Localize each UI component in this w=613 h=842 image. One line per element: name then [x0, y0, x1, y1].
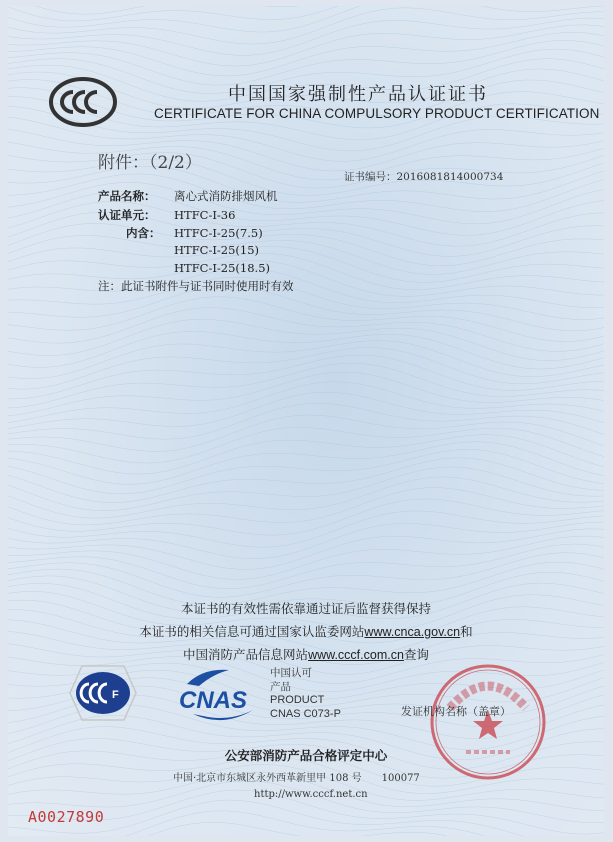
- product-name-row: [98, 188, 278, 204]
- product-name-label: 产品名称：: [98, 189, 156, 203]
- cccf-mark-icon: [62, 658, 144, 728]
- validity-text: 本证书的相关信息可通过国家认监委网站: [139, 624, 365, 639]
- cccf-link[interactable]: www.cccf.com.cn: [308, 648, 404, 662]
- svg-text:F: F: [112, 689, 119, 701]
- certificate-number: 证书编号：2016081814000734: [344, 171, 504, 183]
- validity-text: 查询: [403, 647, 429, 662]
- organization-address: 中国·北京市东城区永外西革新里甲 108 号 100077: [173, 773, 420, 784]
- contains-item: HTFC-I-25(7.5): [174, 226, 263, 240]
- unit-row: [98, 207, 235, 223]
- validity-text: 和: [460, 624, 473, 639]
- cnas-mark-icon: [173, 666, 269, 728]
- cnca-link[interactable]: www.cnca.gov.cn: [364, 625, 461, 639]
- cnas-line: 中国认可: [270, 667, 312, 679]
- validity-line-1: 本证书的有效性需依靠通过证后监督获得保持: [180, 601, 431, 616]
- cnas-line: 产品: [270, 680, 291, 693]
- product-name-value: 离心式消防排烟风机: [174, 189, 278, 203]
- cnas-line: PRODUCT: [270, 694, 325, 706]
- contains-label: 内含：: [126, 226, 161, 240]
- validity-line-2: [8, 622, 604, 640]
- unit-value: HTFC-I-36: [174, 208, 236, 222]
- certificate-title-en: CERTIFICATE FOR CHINA COMPULSORY PRODUCT CERTIFICATION: [154, 106, 600, 121]
- contains-item: HTFC-I-25(15): [174, 243, 260, 257]
- certificate-title-cn: 中国国家强制性产品认证证书: [228, 84, 488, 105]
- issuer-label: 发证机构名称（盖章）: [401, 705, 511, 718]
- validity-text: 中国消防产品信息网站: [183, 647, 309, 662]
- contains-item: HTFC-I-25(18.5): [174, 261, 271, 275]
- certificate-sheet: [8, 6, 604, 836]
- ccc-mark-icon: [48, 76, 118, 128]
- cnas-accreditation-text: [270, 667, 341, 721]
- serial-number: A0027890: [28, 808, 105, 826]
- organization-website[interactable]: http://www.cccf.net.cn: [254, 789, 368, 800]
- annex-label: 附件：（2/2）: [98, 153, 202, 173]
- cnas-logo-text: CNAS: [179, 687, 248, 714]
- cnas-line: CNAS C073-P: [270, 707, 341, 720]
- contains-row: [126, 225, 263, 241]
- unit-label: 认证单元：: [98, 208, 156, 222]
- issuing-organization: 公安部消防产品合格评定中心: [224, 748, 388, 763]
- official-seal-icon: [426, 660, 550, 784]
- validity-note: 注：此证书附件与证书同时使用时有效: [98, 279, 294, 293]
